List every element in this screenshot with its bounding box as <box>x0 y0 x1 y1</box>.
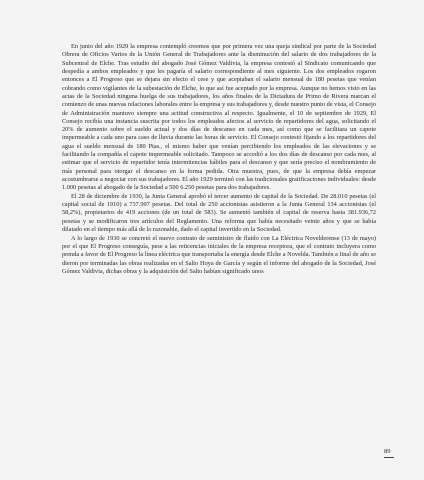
page-number-rule <box>384 457 394 458</box>
page-number: 89 <box>384 448 391 455</box>
paragraph: En junio del año 1929 la empresa contempló creemos que por primera vez una queja sindical por parte de la Sociedad Obrera de Oficios Varios de la Unión General de Trabajadores ante la disminución del salario de dos trabajadores de la Subcentral de Elche. Tras estudio del abogado José Gómez Valdivia, la empresa contestó al Sindicato comunicando que despedía a ambos empleados y que les pagaría el salario correspondiente al mes siguiente. Los dos empleados rogaron entonces a El Progreso que se dejara sin efecto el cese y que aceptaban el salario mensual de 180 pesetas que venían cobrando como vigilantes de la subestación de Elche, lo que así fue aceptado por la empresa. Aunque no hemos visto en las actas de la Sociedad ninguna huelga de sus trabajadores, los años finales de la Dictadura de Primo de Rivera marcan el comienzo de unas nuevas relaciones laborales entre la empresa y sus trabajadores y, desde nuestro punto de vista, el Consejo de Administración mantuvo siempre una actitud constructiva al respecto. Igualmente, el 10 de septiembre de 1929, El Consejo recibía una instancia suscrita por todos los empleados afectos al servicio de repartidores del agua, solicitando el 20% de aumento sobre el sueldo actual y dos días de descanso en cada mes, así como que se facilitara un capote impermeable a cada uno para caso de lluvia durante las horas de servicio. El Consejo contestó fijando a los repartidores del agua el sueldo mensual de 180 Ptas., el mismo haber que venían percibiendo los empleados de las elevaciones y se facilitando la compañía el capote impermeable solicitado. Tampoco se accedió a los dos días de descanso por cada mes, al estimar que el servicio de repartidor tenía intermitencias hábiles para el descanso y que sería preciso el nombramiento de más personal para otorgar el descanso en la forma pedida. Otra muestra, pues, de que la empresa debía empezar acostumbrarse a negociar con sus trabajadores. El año 1929 terminó con las tradicionales gratificaciones individuales: desde 1.000 pesetas al abogado de la Sociedad a 500 6.250 pesetas para dos trabajadores. <box>62 43 376 192</box>
body-text <box>62 43 376 276</box>
paragraph: A lo largo de 1930 se concretó el nuevo contrato de suministro de fluido con La Eléctrica Novelderense (13 de mayo) por el que El Progreso conseguía, pese a las reticencias iniciales de la empresa receptora, que el contrato incluyera como prenda a favor de El Progreso la línea eléctrica que transportaba la energía desde Elche a Novelda. También a final de año se dieron por terminadas las obras realizadas en el Salto Hoya de García y según el informe del abogado de la Sociedad, José Gómez Valdivia, dichas obras y la adquisición del Salto habían significado unos <box>62 234 376 275</box>
paragraph: El 28 de diciembre de 1930, la Junta General aprobó el tercer aumento de capital de la Sociedad. De 28.010 pesetas (el capital social de 1910) a 737.997 pesetas. Del total de 250 accionistas asistieron a la Junta General 134 accionistas (el 58,2%), propietarios de 419 acciones (de un total de 583). Se aumentó también el capital de reserva hasta 381.936,72 pesetas y se modificaron tres artículos del Reglamento. Una reforma que había necesitado veinte años y que se había dilatado en el tiempo más allá de lo razonable, dado el capital invertido en la Sociedad. <box>62 192 376 234</box>
